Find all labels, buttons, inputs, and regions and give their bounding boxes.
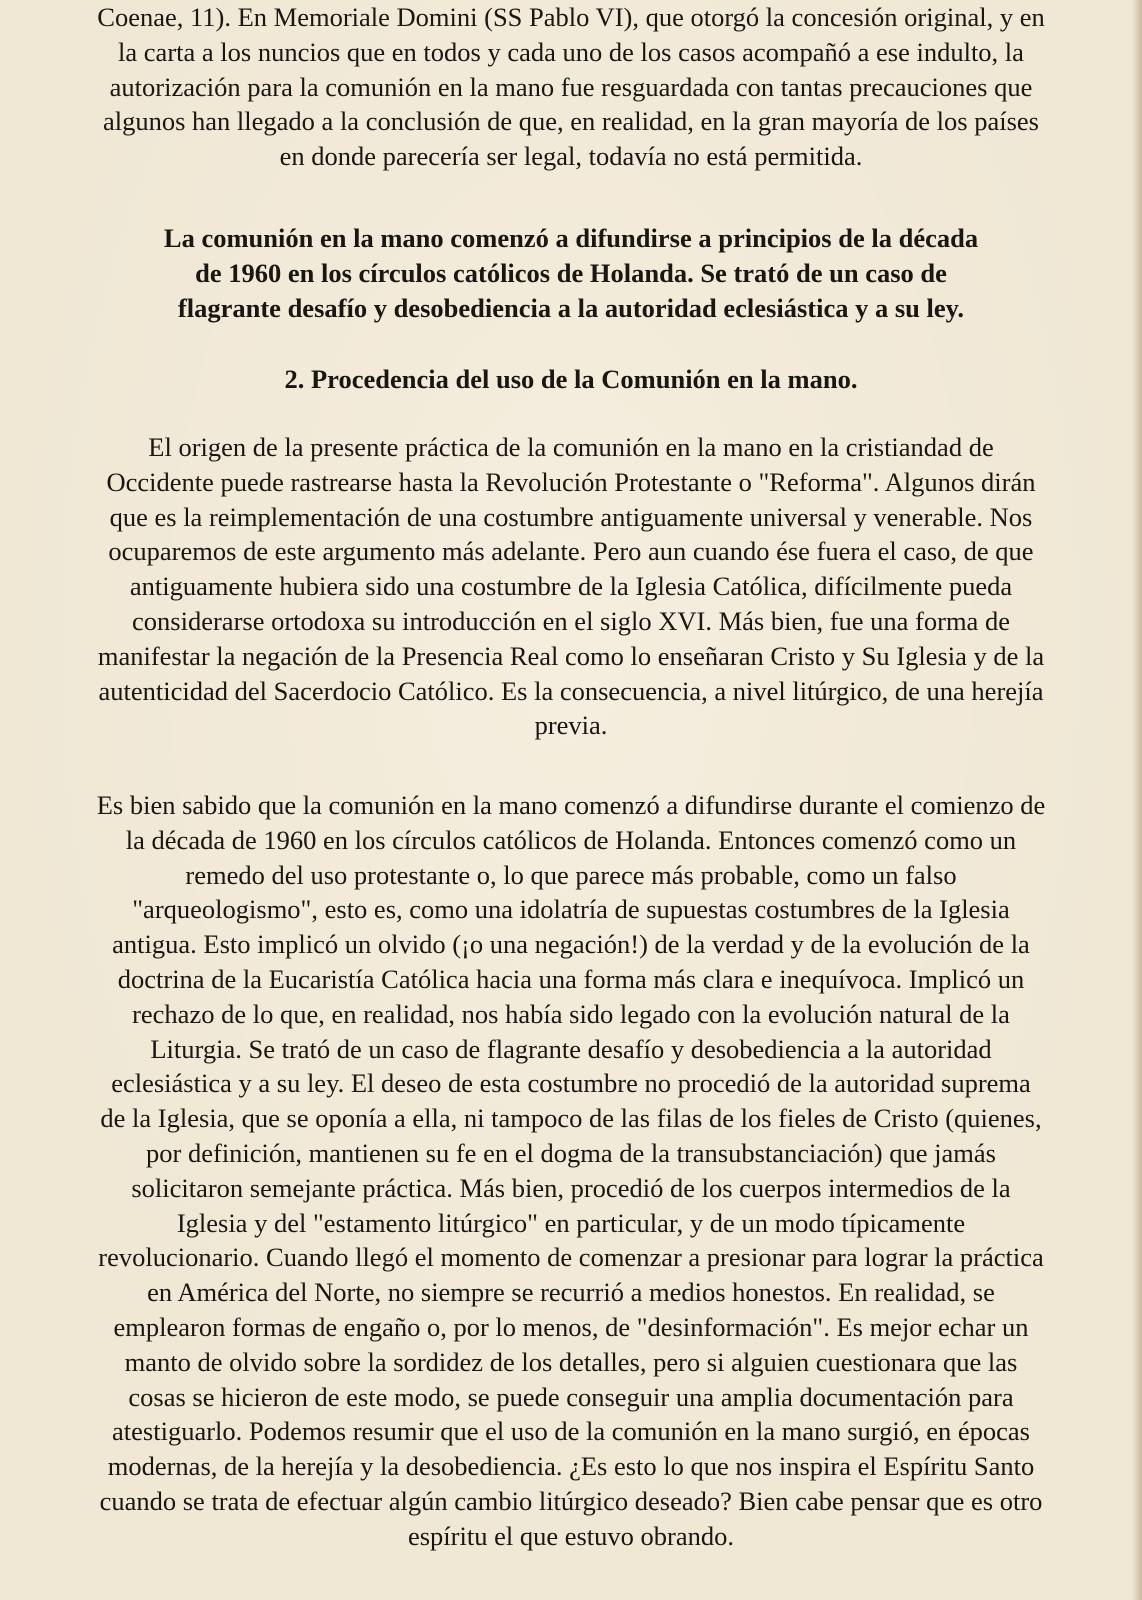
- text-line: Iglesia y del "estamento litúrgico" en particular, y de un modo típicamente: [176, 1207, 966, 1238]
- text-line: previa.: [534, 710, 608, 741]
- text-line: remedo del uso protestante o, lo que parece más probable, como un falso: [185, 859, 957, 890]
- text-line: revolucionario. Cuando llegó el momento de comenzar a presionar para lograr la práctica: [98, 1242, 1044, 1273]
- text-line: cuando se trata de efectuar algún cambio litúrgico deseado? Bien cabe pensar que es otro: [99, 1485, 1043, 1516]
- text-line: antigua. Esto implicó un olvido (¡o una negación!) de la verdad y de la evolución de la: [112, 929, 1030, 960]
- page-edge-shadow: [1132, 0, 1142, 1600]
- text-line: Coenae, 11). En Memoriale Domini (SS Pablo VI), que otorgó la concesión original, y en: [97, 2, 1045, 32]
- text-line: doctrina de la Eucaristía Católica hacia una forma más clara e inequívoca. Implicó un: [117, 963, 1025, 994]
- paragraph-2: [12, 430, 1130, 743]
- paragraph-3: [12, 788, 1130, 1554]
- text-line: autenticidad del Sacerdocio Católico. Es la consecuencia, a nivel litúrgico, de una herejía: [98, 675, 1044, 706]
- text-line: Occidente puede rastrearse hasta la Revolución Protestante o "Reforma". Algunos dirán: [106, 466, 1036, 497]
- text-line: algunos han llegado a la conclusión de que, en realidad, en la gran mayoría de los países: [102, 106, 1039, 137]
- text-line: rechazo de lo que, en realidad, nos había sido legado con la evolución natural de la: [132, 998, 1010, 1029]
- text-line: en donde parecería ser legal, todavía no está permitida.: [279, 141, 863, 172]
- text-line: solicitaron semejante práctica. Más bien, procedió de los cuerpos intermedios de la: [131, 1172, 1011, 1203]
- text-line: Es bien sabido que la comunión en la mano comenzó a difundirse durante el comienzo de: [96, 790, 1046, 820]
- text-line: autorización para la comunión en la mano fue resguardada con tantas precauciones que: [109, 71, 1033, 102]
- text-line: modernas, de la herejía y la desobediencia. ¿Es esto lo que nos inspira el Espíritu Santo: [107, 1451, 1035, 1482]
- text-line: La comunión en la mano comenzó a difundirse a principios de la década: [163, 223, 979, 253]
- text-line: que es la reimplementación de una costumbre antiguamente universal y venerable. Nos: [109, 501, 1033, 532]
- section-title-text: 2. Procedencia del uso de la Comunión en la mano.: [284, 364, 858, 394]
- text-line: eclesiástica y a su ley. El deseo de esta costumbre no procedió de la autoridad suprema: [111, 1068, 1031, 1099]
- text-line: "arqueologismo", esto es, como una idolatría de supuestas costumbres de la Iglesia: [132, 894, 1010, 925]
- text-line: la década de 1960 en los círculos católicos de Holanda. Entonces comenzó como un: [125, 824, 1017, 855]
- text-line: espíritu el que estuvo obrando.: [407, 1520, 735, 1551]
- section-title: [12, 362, 1130, 397]
- highlight-statement: [12, 221, 1130, 326]
- text-line: considerarse ortodoxa su introducción en el siglo XVI. Más bien, fue una forma de: [132, 605, 1010, 636]
- text-line: flagrante desafío y desobediencia a la autoridad eclesiástica y a su ley.: [177, 293, 965, 323]
- text-line: por definición, mantienen su fe en el dogma de la transubstanciación) que jamás: [146, 1137, 996, 1168]
- text-line: El origen de la presente práctica de la comunión en la mano en la cristiandad de: [148, 432, 994, 462]
- text-line: emplearon formas de engaño o, por lo menos, de "desinformación". Es mejor echar un: [113, 1311, 1029, 1342]
- text-line: ocuparemos de este argumento más adelante. Pero aun cuando ése fuera el caso, de que: [108, 536, 1034, 567]
- paragraph-1: [12, 0, 1130, 174]
- text-line: manto de olvido sobre la sordidez de los detalles, pero si alguien cuestionara que las: [124, 1346, 1018, 1377]
- text-line: Liturgia. Se trató de un caso de flagrante desafío y desobediencia a la autoridad: [150, 1033, 992, 1064]
- text-line: de la Iglesia, que se oponía a ella, ni tampoco de las filas de los fieles de Cristo (quienes,: [100, 1103, 1042, 1134]
- text-line: antiguamente hubiera sido una costumbre de la Iglesia Católica, difícilmente pueda: [129, 571, 1013, 602]
- text-line: la carta a los nuncios que en todos y cada uno de los casos acompañó a ese indulto, la: [118, 36, 1024, 67]
- text-line: cosas se hicieron de este modo, se puede conseguir una amplia documentación para: [128, 1381, 1014, 1412]
- text-line: en América del Norte, no siempre se recurrió a medios honestos. En realidad, se: [147, 1277, 995, 1308]
- text-line: manifestar la negación de la Presencia Real como lo enseñaran Cristo y Su Iglesia y de la: [97, 640, 1045, 671]
- text-line: atestiguarlo. Podemos resumir que el uso de la comunión en la mano surgió, en épocas: [112, 1416, 1030, 1447]
- text-line: de 1960 en los círculos católicos de Holanda. Se trató de un caso de: [195, 258, 947, 288]
